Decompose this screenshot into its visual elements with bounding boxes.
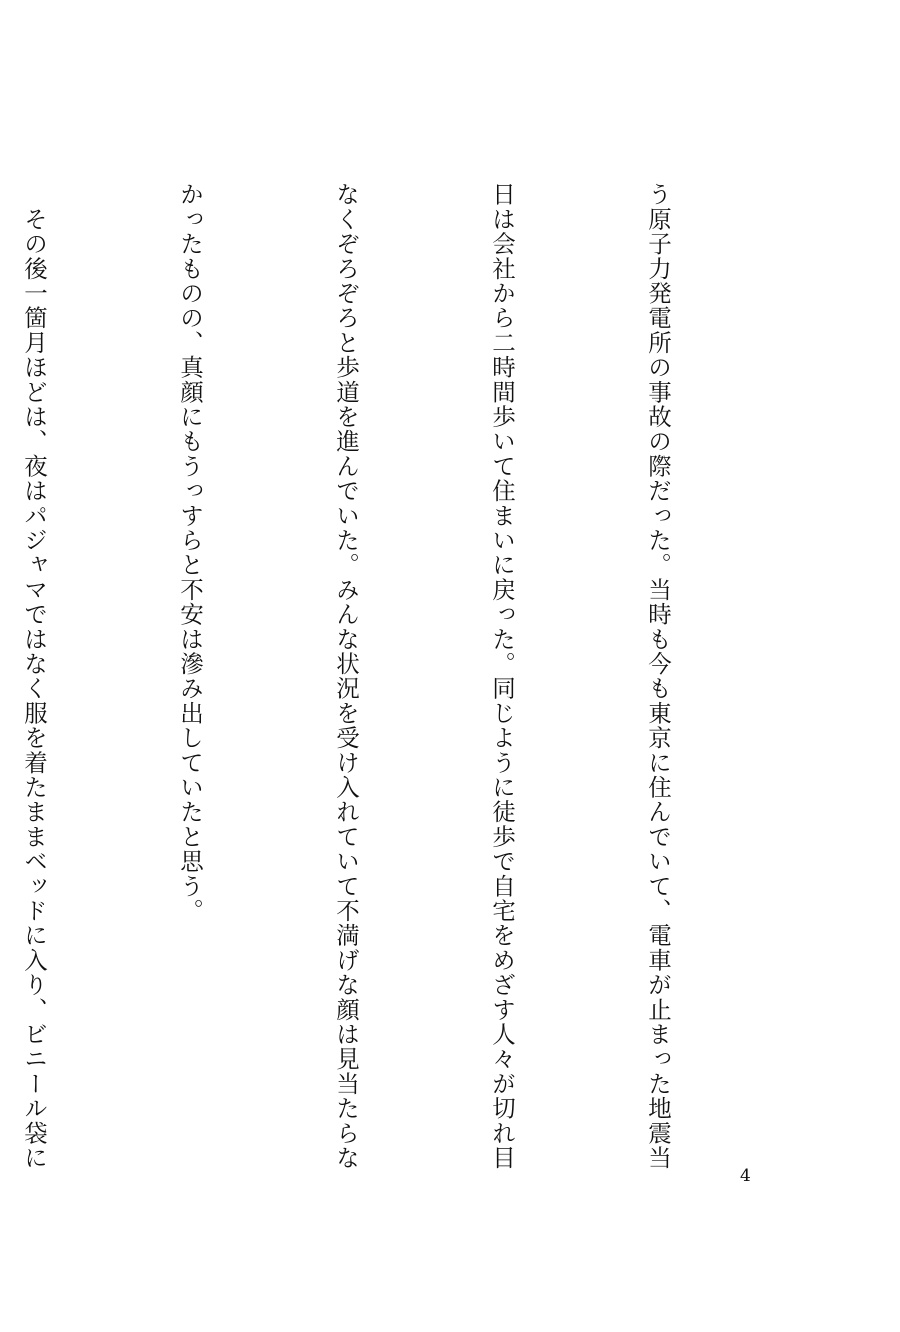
text-line: 日は会社から二時間歩いて住まいに戻った。同じように徒歩で自宅をめざす人々が切れ目 [488, 182, 516, 1170]
text-line: なくぞろぞろと歩道を進んでいた。みんな状況を受け入れていて不満げな顔は見当たらな [332, 182, 360, 1170]
text-line: う原子力発電所の事故の際だった。当時も今も東京に住んでいて、電車が止まった地震当 [644, 182, 672, 1170]
text-line: その後一箇月ほどは、夜はパジャマではなく服を着たままベッドに入り、ビニール袋に [20, 206, 48, 1171]
vertical-text-body [20, 182, 788, 1171]
text-line: かったものの、真顔にもうっすらと不安は滲み出していたと思う。 [176, 182, 204, 923]
page-number: 4 [740, 1166, 751, 1186]
